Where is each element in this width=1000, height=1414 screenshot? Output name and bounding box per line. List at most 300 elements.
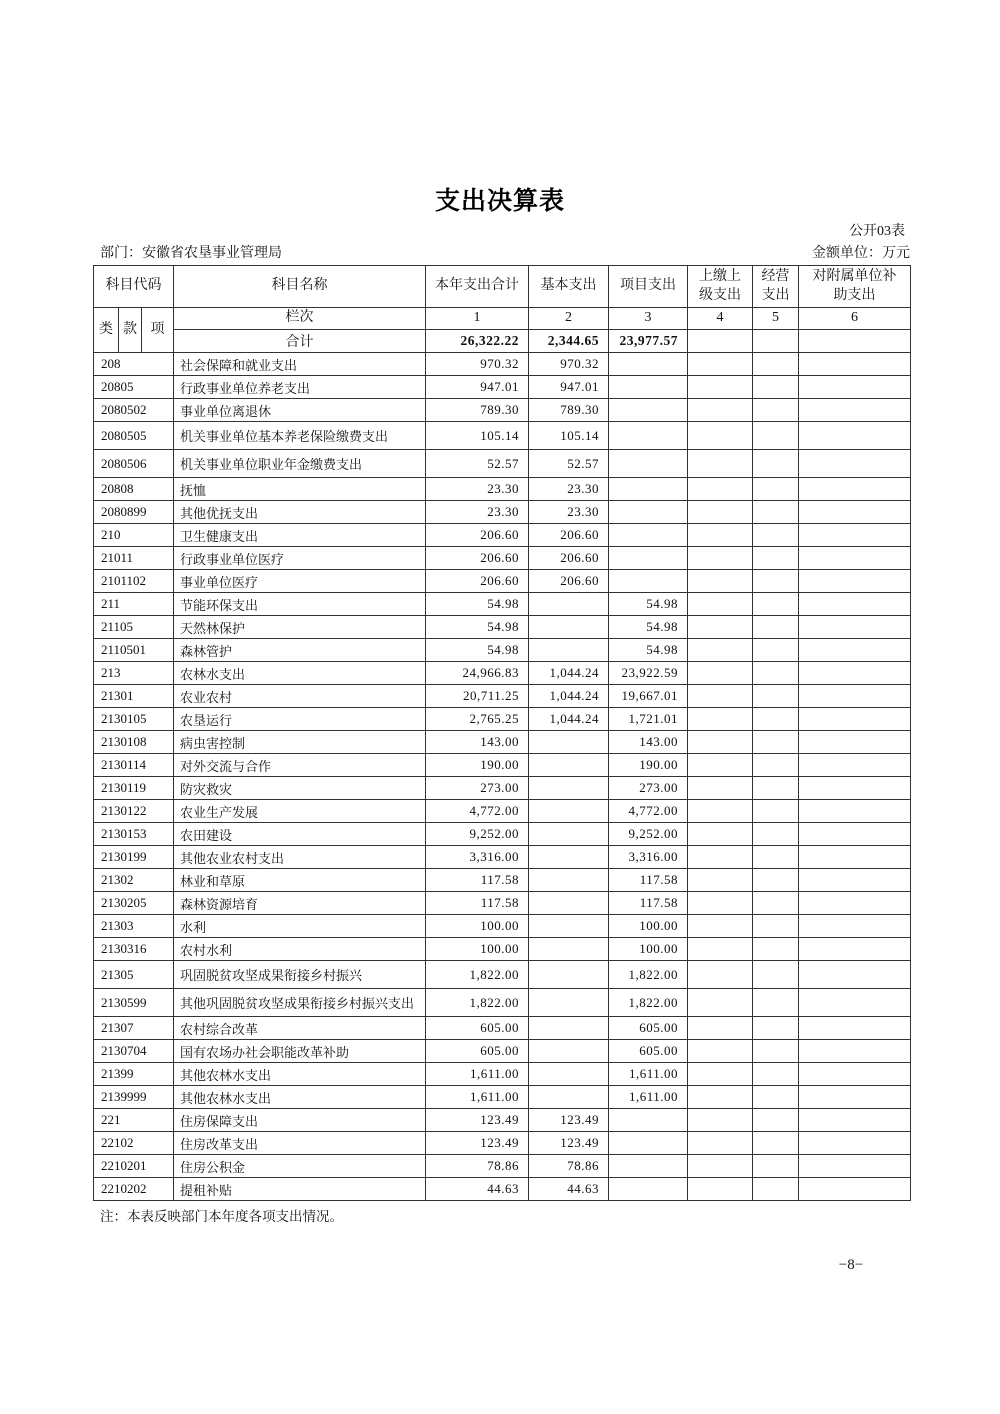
cell-subject-name: 机关事业单位基本养老保险缴费支出 — [174, 422, 426, 450]
cell-affiliated-subsidy — [799, 422, 911, 450]
cell-operating-expenditure — [753, 800, 799, 823]
cell-subject-name: 水利 — [174, 915, 426, 938]
cell-subject-code: 210 — [94, 524, 174, 547]
cell-project-expenditure — [609, 570, 688, 593]
cell-operating-expenditure — [753, 1155, 799, 1178]
table-row — [94, 1017, 911, 1040]
cell-basic-expenditure: 789.30 — [529, 399, 609, 422]
cell-upper-level-expenditure — [688, 1132, 753, 1155]
cell-subject-name: 卫生健康支出 — [174, 524, 426, 547]
cell-project-expenditure: 273.00 — [609, 777, 688, 800]
cell-project-expenditure: 1,822.00 — [609, 961, 688, 989]
cell-subject-name: 其他农业农村支出 — [174, 846, 426, 869]
cell-subject-code: 20808 — [94, 478, 174, 501]
cell-affiliated-subsidy — [799, 777, 911, 800]
cell-total-expenditure: 3,316.00 — [426, 846, 529, 869]
table-row — [94, 823, 911, 846]
cell-total-expenditure: 78.86 — [426, 1155, 529, 1178]
cell-subject-name: 住房公积金 — [174, 1155, 426, 1178]
table-row — [94, 777, 911, 800]
cell-upper-level-expenditure — [688, 570, 753, 593]
cell-subject-code: 208 — [94, 353, 174, 376]
cell-total-expenditure: 143.00 — [426, 731, 529, 754]
cell-affiliated-subsidy — [799, 846, 911, 869]
cell-operating-expenditure — [753, 1132, 799, 1155]
cell-project-expenditure: 100.00 — [609, 938, 688, 961]
header-column-index-label: 栏次 — [174, 308, 426, 330]
cell-subject-code: 211 — [94, 593, 174, 616]
cell-subject-code: 2101102 — [94, 570, 174, 593]
cell-subject-code: 2130122 — [94, 800, 174, 823]
header-column-6: 6 — [799, 308, 911, 330]
cell-subject-code: 2130114 — [94, 754, 174, 777]
page-title: 支出决算表 — [434, 187, 565, 215]
cell-operating-expenditure — [753, 639, 799, 662]
cell-project-expenditure — [609, 501, 688, 524]
table-row — [94, 961, 911, 989]
cell-total-expenditure: 100.00 — [426, 915, 529, 938]
total-this-year: 26,322.22 — [426, 330, 529, 353]
cell-project-expenditure — [609, 478, 688, 501]
table-row — [94, 639, 911, 662]
cell-affiliated-subsidy — [799, 1086, 911, 1109]
cell-operating-expenditure — [753, 731, 799, 754]
cell-basic-expenditure — [529, 616, 609, 639]
cell-basic-expenditure — [529, 823, 609, 846]
cell-basic-expenditure: 947.01 — [529, 376, 609, 399]
cell-affiliated-subsidy — [799, 869, 911, 892]
cell-subject-name: 森林管护 — [174, 639, 426, 662]
cell-upper-level-expenditure — [688, 1086, 753, 1109]
table-row — [94, 570, 911, 593]
cell-operating-expenditure — [753, 570, 799, 593]
cell-affiliated-subsidy — [799, 1132, 911, 1155]
cell-upper-level-expenditure — [688, 938, 753, 961]
cell-operating-expenditure — [753, 869, 799, 892]
cell-basic-expenditure: 123.49 — [529, 1132, 609, 1155]
cell-affiliated-subsidy — [799, 1155, 911, 1178]
cell-upper-level-expenditure — [688, 1017, 753, 1040]
cell-affiliated-subsidy — [799, 616, 911, 639]
table-row — [94, 1178, 911, 1201]
cell-affiliated-subsidy — [799, 501, 911, 524]
cell-affiliated-subsidy — [799, 1063, 911, 1086]
cell-project-expenditure: 605.00 — [609, 1017, 688, 1040]
cell-project-expenditure — [609, 450, 688, 478]
cell-operating-expenditure — [753, 450, 799, 478]
cell-operating-expenditure — [753, 593, 799, 616]
cell-subject-name: 社会保障和就业支出 — [174, 353, 426, 376]
header-code-category: 类 — [94, 308, 119, 353]
cell-operating-expenditure — [753, 989, 799, 1017]
cell-affiliated-subsidy — [799, 823, 911, 846]
cell-upper-level-expenditure — [688, 616, 753, 639]
cell-subject-name: 其他优抚支出 — [174, 501, 426, 524]
table-row — [94, 708, 911, 731]
cell-affiliated-subsidy — [799, 662, 911, 685]
cell-upper-level-expenditure — [688, 869, 753, 892]
table-row — [94, 1155, 911, 1178]
cell-subject-code: 21305 — [94, 961, 174, 989]
cell-subject-name: 事业单位离退休 — [174, 399, 426, 422]
cell-subject-name: 农林水支出 — [174, 662, 426, 685]
cell-affiliated-subsidy — [799, 731, 911, 754]
cell-project-expenditure — [609, 376, 688, 399]
cell-upper-level-expenditure — [688, 708, 753, 731]
cell-affiliated-subsidy — [799, 593, 911, 616]
table-body — [94, 353, 911, 1201]
cell-subject-name: 行政事业单位养老支出 — [174, 376, 426, 399]
cell-affiliated-subsidy — [799, 685, 911, 708]
cell-upper-level-expenditure — [688, 1063, 753, 1086]
cell-operating-expenditure — [753, 662, 799, 685]
cell-subject-name: 机关事业单位职业年金缴费支出 — [174, 450, 426, 478]
cell-operating-expenditure — [753, 422, 799, 450]
cell-basic-expenditure — [529, 1040, 609, 1063]
cell-subject-name: 病虫害控制 — [174, 731, 426, 754]
page-number: −8− — [838, 1257, 864, 1273]
cell-affiliated-subsidy — [799, 376, 911, 399]
table-row — [94, 376, 911, 399]
total-affiliated — [799, 330, 911, 353]
cell-subject-code: 2080506 — [94, 450, 174, 478]
cell-basic-expenditure: 1,044.24 — [529, 685, 609, 708]
cell-upper-level-expenditure — [688, 639, 753, 662]
cell-total-expenditure: 206.60 — [426, 570, 529, 593]
cell-affiliated-subsidy — [799, 547, 911, 570]
cell-operating-expenditure — [753, 892, 799, 915]
header-subject-name: 科目名称 — [174, 266, 426, 308]
cell-operating-expenditure — [753, 1017, 799, 1040]
table-row — [94, 869, 911, 892]
cell-basic-expenditure: 105.14 — [529, 422, 609, 450]
cell-basic-expenditure: 206.60 — [529, 570, 609, 593]
cell-subject-code: 213 — [94, 662, 174, 685]
cell-subject-code: 20805 — [94, 376, 174, 399]
cell-total-expenditure: 100.00 — [426, 938, 529, 961]
cell-total-expenditure: 54.98 — [426, 593, 529, 616]
cell-subject-code: 2080502 — [94, 399, 174, 422]
table-row — [94, 892, 911, 915]
cell-affiliated-subsidy — [799, 800, 911, 823]
cell-project-expenditure — [609, 353, 688, 376]
cell-subject-name: 森林资源培育 — [174, 892, 426, 915]
cell-upper-level-expenditure — [688, 376, 753, 399]
cell-subject-code: 21399 — [94, 1063, 174, 1086]
cell-subject-name: 防灾救灾 — [174, 777, 426, 800]
cell-upper-level-expenditure — [688, 662, 753, 685]
cell-project-expenditure: 3,316.00 — [609, 846, 688, 869]
cell-operating-expenditure — [753, 823, 799, 846]
cell-total-expenditure: 117.58 — [426, 869, 529, 892]
cell-operating-expenditure — [753, 1063, 799, 1086]
cell-operating-expenditure — [753, 777, 799, 800]
cell-affiliated-subsidy — [799, 961, 911, 989]
total-row — [94, 330, 911, 353]
meta-line — [93, 242, 910, 262]
cell-upper-level-expenditure — [688, 961, 753, 989]
cell-upper-level-expenditure — [688, 1178, 753, 1201]
cell-total-expenditure: 105.14 — [426, 422, 529, 450]
cell-upper-level-expenditure — [688, 422, 753, 450]
cell-basic-expenditure: 970.32 — [529, 353, 609, 376]
cell-operating-expenditure — [753, 708, 799, 731]
header-project-expenditure: 项目支出 — [609, 266, 688, 308]
cell-basic-expenditure — [529, 846, 609, 869]
cell-total-expenditure: 273.00 — [426, 777, 529, 800]
cell-affiliated-subsidy — [799, 450, 911, 478]
cell-project-expenditure: 1,611.00 — [609, 1063, 688, 1086]
cell-project-expenditure: 54.98 — [609, 593, 688, 616]
cell-upper-level-expenditure — [688, 1109, 753, 1132]
cell-affiliated-subsidy — [799, 639, 911, 662]
cell-subject-name: 抚恤 — [174, 478, 426, 501]
cell-upper-level-expenditure — [688, 353, 753, 376]
cell-affiliated-subsidy — [799, 892, 911, 915]
cell-subject-code: 2210202 — [94, 1178, 174, 1201]
cell-project-expenditure: 143.00 — [609, 731, 688, 754]
cell-operating-expenditure — [753, 501, 799, 524]
cell-subject-code: 21105 — [94, 616, 174, 639]
header-operating-expenditure: 经营支出 — [753, 266, 799, 308]
cell-total-expenditure: 1,611.00 — [426, 1063, 529, 1086]
cell-project-expenditure — [609, 422, 688, 450]
cell-basic-expenditure: 123.49 — [529, 1109, 609, 1132]
cell-affiliated-subsidy — [799, 1040, 911, 1063]
cell-subject-code: 2130704 — [94, 1040, 174, 1063]
cell-total-expenditure: 789.30 — [426, 399, 529, 422]
header-column-3: 3 — [609, 308, 688, 330]
cell-project-expenditure — [609, 1178, 688, 1201]
cell-affiliated-subsidy — [799, 353, 911, 376]
header-subject-code: 科目代码 — [94, 266, 174, 308]
cell-project-expenditure: 9,252.00 — [609, 823, 688, 846]
cell-subject-name: 农垦运行 — [174, 708, 426, 731]
table-row — [94, 478, 911, 501]
form-code: 公开03表 — [849, 224, 905, 239]
department-label: 部门：安徽省农垦事业管理局 — [100, 246, 282, 261]
header-row-main — [94, 266, 911, 308]
cell-subject-code: 2210201 — [94, 1155, 174, 1178]
cell-affiliated-subsidy — [799, 524, 911, 547]
table-row — [94, 450, 911, 478]
cell-basic-expenditure — [529, 938, 609, 961]
cell-total-expenditure: 44.63 — [426, 1178, 529, 1201]
cell-project-expenditure: 190.00 — [609, 754, 688, 777]
cell-subject-name: 事业单位医疗 — [174, 570, 426, 593]
cell-upper-level-expenditure — [688, 777, 753, 800]
table-row — [94, 1086, 911, 1109]
table-row — [94, 1132, 911, 1155]
cell-project-expenditure: 605.00 — [609, 1040, 688, 1063]
cell-upper-level-expenditure — [688, 524, 753, 547]
cell-upper-level-expenditure — [688, 989, 753, 1017]
cell-total-expenditure: 1,822.00 — [426, 961, 529, 989]
cell-subject-code: 21303 — [94, 915, 174, 938]
expenditure-table — [93, 265, 911, 1201]
cell-total-expenditure: 52.57 — [426, 450, 529, 478]
cell-total-expenditure: 970.32 — [426, 353, 529, 376]
header-code-section: 款 — [119, 308, 142, 353]
cell-basic-expenditure — [529, 1017, 609, 1040]
cell-upper-level-expenditure — [688, 501, 753, 524]
cell-subject-name: 天然林保护 — [174, 616, 426, 639]
cell-subject-name: 其他农林水支出 — [174, 1086, 426, 1109]
cell-operating-expenditure — [753, 846, 799, 869]
cell-subject-name: 其他农林水支出 — [174, 1063, 426, 1086]
cell-subject-code: 21302 — [94, 869, 174, 892]
cell-total-expenditure: 54.98 — [426, 639, 529, 662]
cell-total-expenditure: 23.30 — [426, 478, 529, 501]
cell-basic-expenditure: 44.63 — [529, 1178, 609, 1201]
cell-affiliated-subsidy — [799, 989, 911, 1017]
cell-project-expenditure: 1,611.00 — [609, 1086, 688, 1109]
table-row — [94, 915, 911, 938]
table-row — [94, 1040, 911, 1063]
cell-subject-code: 2130599 — [94, 989, 174, 1017]
cell-project-expenditure — [609, 524, 688, 547]
total-project: 23,977.57 — [609, 330, 688, 353]
cell-operating-expenditure — [753, 1040, 799, 1063]
cell-upper-level-expenditure — [688, 823, 753, 846]
cell-operating-expenditure — [753, 754, 799, 777]
cell-subject-code: 21301 — [94, 685, 174, 708]
cell-upper-level-expenditure — [688, 1155, 753, 1178]
cell-basic-expenditure — [529, 639, 609, 662]
cell-total-expenditure: 117.58 — [426, 892, 529, 915]
table-row — [94, 399, 911, 422]
cell-operating-expenditure — [753, 961, 799, 989]
cell-operating-expenditure — [753, 938, 799, 961]
cell-project-expenditure — [609, 1132, 688, 1155]
cell-basic-expenditure — [529, 1086, 609, 1109]
table-row — [94, 989, 911, 1017]
table-row — [94, 1109, 911, 1132]
header-code-item: 项 — [142, 308, 174, 353]
table-row — [94, 685, 911, 708]
total-operating — [753, 330, 799, 353]
cell-basic-expenditure — [529, 989, 609, 1017]
cell-basic-expenditure — [529, 731, 609, 754]
cell-subject-name: 巩固脱贫攻坚成果衔接乡村振兴 — [174, 961, 426, 989]
cell-total-expenditure: 947.01 — [426, 376, 529, 399]
cell-basic-expenditure — [529, 777, 609, 800]
header-total-expenditure: 本年支出合计 — [426, 266, 529, 308]
cell-affiliated-subsidy — [799, 399, 911, 422]
cell-project-expenditure — [609, 1109, 688, 1132]
cell-affiliated-subsidy — [799, 1017, 911, 1040]
cell-subject-name: 农田建设 — [174, 823, 426, 846]
table-row — [94, 731, 911, 754]
cell-operating-expenditure — [753, 547, 799, 570]
cell-subject-code: 22102 — [94, 1132, 174, 1155]
table-row — [94, 593, 911, 616]
table-row — [94, 524, 911, 547]
cell-basic-expenditure: 206.60 — [529, 547, 609, 570]
cell-operating-expenditure — [753, 478, 799, 501]
cell-affiliated-subsidy — [799, 570, 911, 593]
cell-subject-code: 21307 — [94, 1017, 174, 1040]
table-row — [94, 754, 911, 777]
cell-operating-expenditure — [753, 376, 799, 399]
cell-basic-expenditure: 206.60 — [529, 524, 609, 547]
cell-project-expenditure: 100.00 — [609, 915, 688, 938]
table-row — [94, 547, 911, 570]
table-row — [94, 422, 911, 450]
table-row — [94, 662, 911, 685]
cell-total-expenditure: 20,711.25 — [426, 685, 529, 708]
cell-project-expenditure: 54.98 — [609, 616, 688, 639]
cell-upper-level-expenditure — [688, 547, 753, 570]
cell-operating-expenditure — [753, 1178, 799, 1201]
cell-total-expenditure: 123.49 — [426, 1109, 529, 1132]
cell-subject-name: 国有农场办社会职能改革补助 — [174, 1040, 426, 1063]
cell-affiliated-subsidy — [799, 478, 911, 501]
cell-basic-expenditure — [529, 869, 609, 892]
cell-subject-code: 2080899 — [94, 501, 174, 524]
cell-operating-expenditure — [753, 1086, 799, 1109]
unit-label: 金额单位：万元 — [812, 246, 910, 261]
cell-affiliated-subsidy — [799, 1109, 911, 1132]
cell-subject-code: 221 — [94, 1109, 174, 1132]
cell-subject-code: 2139999 — [94, 1086, 174, 1109]
cell-project-expenditure — [609, 1155, 688, 1178]
cell-project-expenditure: 1,822.00 — [609, 989, 688, 1017]
table-row — [94, 938, 911, 961]
cell-upper-level-expenditure — [688, 399, 753, 422]
cell-total-expenditure: 2,765.25 — [426, 708, 529, 731]
cell-basic-expenditure — [529, 1063, 609, 1086]
cell-basic-expenditure — [529, 754, 609, 777]
cell-upper-level-expenditure — [688, 754, 753, 777]
cell-upper-level-expenditure — [688, 450, 753, 478]
cell-subject-code: 2080505 — [94, 422, 174, 450]
table-row — [94, 800, 911, 823]
cell-basic-expenditure: 78.86 — [529, 1155, 609, 1178]
cell-upper-level-expenditure — [688, 685, 753, 708]
cell-basic-expenditure — [529, 892, 609, 915]
cell-subject-name: 农村综合改革 — [174, 1017, 426, 1040]
cell-affiliated-subsidy — [799, 915, 911, 938]
cell-total-expenditure: 1,611.00 — [426, 1086, 529, 1109]
cell-basic-expenditure: 23.30 — [529, 478, 609, 501]
cell-project-expenditure: 54.98 — [609, 639, 688, 662]
cell-basic-expenditure: 1,044.24 — [529, 662, 609, 685]
cell-subject-code: 2130316 — [94, 938, 174, 961]
table-row — [94, 353, 911, 376]
cell-total-expenditure: 9,252.00 — [426, 823, 529, 846]
header-column-4: 4 — [688, 308, 753, 330]
cell-total-expenditure: 605.00 — [426, 1017, 529, 1040]
cell-basic-expenditure — [529, 593, 609, 616]
header-affiliated-subsidy: 对附属单位补助支出 — [799, 266, 911, 308]
cell-project-expenditure: 1,721.01 — [609, 708, 688, 731]
cell-operating-expenditure — [753, 616, 799, 639]
cell-basic-expenditure: 23.30 — [529, 501, 609, 524]
cell-subject-name: 对外交流与合作 — [174, 754, 426, 777]
cell-subject-name: 行政事业单位医疗 — [174, 547, 426, 570]
cell-project-expenditure: 23,922.59 — [609, 662, 688, 685]
cell-total-expenditure: 4,772.00 — [426, 800, 529, 823]
header-column-2: 2 — [529, 308, 609, 330]
cell-affiliated-subsidy — [799, 708, 911, 731]
cell-subject-code: 2130153 — [94, 823, 174, 846]
cell-subject-name: 提租补贴 — [174, 1178, 426, 1201]
cell-subject-code: 2130205 — [94, 892, 174, 915]
cell-upper-level-expenditure — [688, 1040, 753, 1063]
cell-upper-level-expenditure — [688, 915, 753, 938]
cell-subject-code: 2130119 — [94, 777, 174, 800]
